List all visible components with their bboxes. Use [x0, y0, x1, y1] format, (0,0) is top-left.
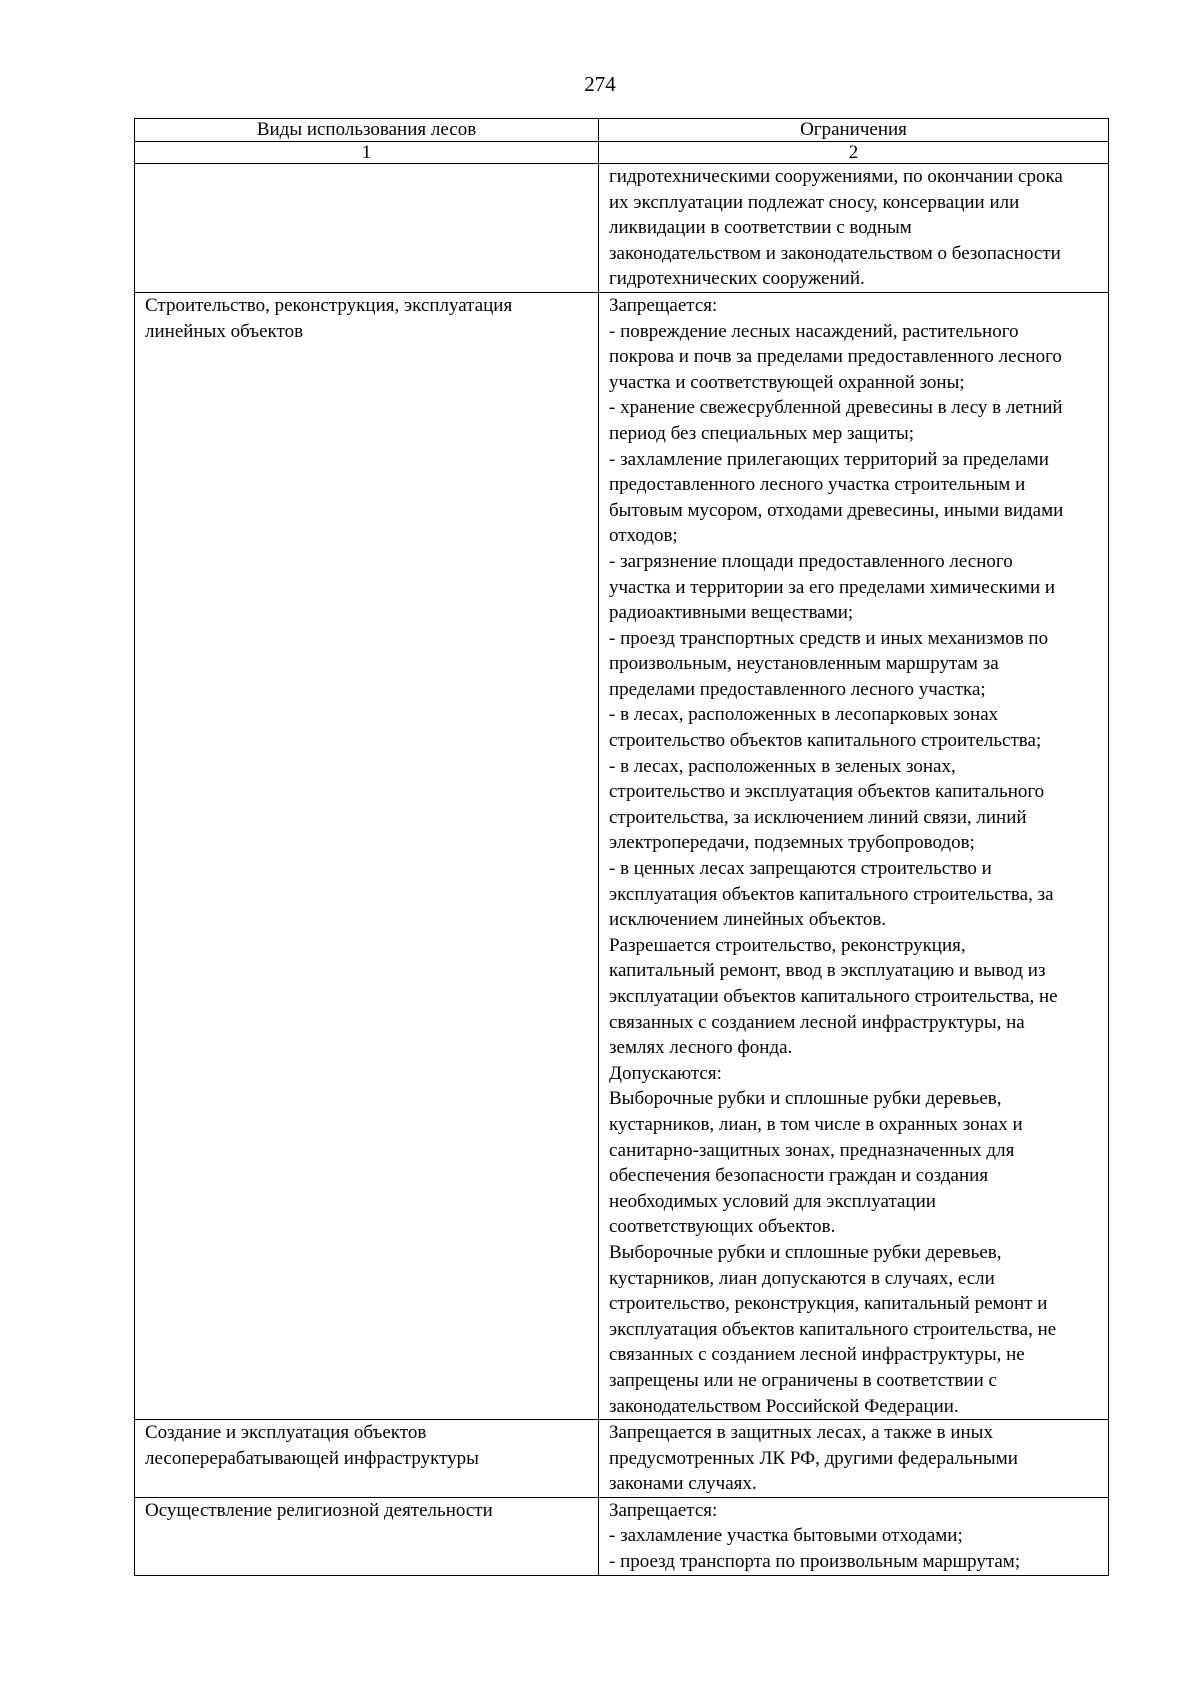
restriction-text-line: эксплуатация объектов капитального строительства, не	[609, 1318, 1057, 1340]
header-forest-use-types: Виды использования лесов	[135, 119, 599, 142]
forest-use-type-cell: Создание и эксплуатация объектов лесоперерабатывающей инфраструктуры	[135, 1420, 599, 1498]
restriction-text-line: санитарно-защитных зонах, предназначенных для	[609, 1139, 1015, 1161]
restriction-cell	[599, 1497, 1109, 1575]
restriction-text-line: гидротехнических сооружений.	[609, 268, 865, 290]
restriction-text-line: эксплуатация объектов капитального строительства, за	[609, 883, 1054, 905]
restriction-text-line: электропередачи, подземных трубопроводов;	[609, 832, 975, 854]
forest-use-type-cell: Строительство, реконструкция, эксплуатация линейных объектов	[135, 292, 599, 1419]
restriction-text-line: их эксплуатации подлежат сносу, консервации или	[609, 191, 1020, 213]
restriction-text-line: соответствующих объектов.	[609, 1216, 836, 1238]
restriction-text-line: - захламление участка бытовыми отходами;	[609, 1525, 963, 1547]
table-row	[135, 292, 1109, 1419]
restriction-text-line: - захламление прилегающих территорий за пределами	[609, 448, 1049, 470]
restriction-text-line: законодательством и законодательством о безопасности	[609, 242, 1061, 264]
table-row	[135, 164, 1109, 293]
restriction-cell	[599, 292, 1109, 1419]
restriction-text-line: законодательством Российской Федерации.	[609, 1395, 959, 1417]
restriction-text-line: радиоактивными веществами;	[609, 602, 854, 624]
restriction-text-line: Запрещается:	[609, 294, 718, 316]
column-number-2: 2	[599, 142, 1109, 164]
table-row	[135, 1497, 1109, 1575]
restrictions-table	[134, 118, 1109, 1576]
restriction-text-line: капитальный ремонт, ввод в эксплуатацию и вывод из	[609, 960, 1046, 982]
restriction-text-line: Запрещается:	[609, 1499, 718, 1521]
restriction-text-line: строительства, за исключением линий связи, линий	[609, 806, 1027, 828]
restriction-text-line: бытовым мусором, отходами древесины, иными видами	[609, 499, 1064, 521]
column-number-row	[135, 142, 1109, 164]
restriction-text-line: - в ценных лесах запрещаются строительство и	[609, 858, 992, 880]
restriction-text-line: кустарников, лиан, в том числе в охранных зонах и	[609, 1113, 1023, 1135]
table-row	[135, 1420, 1109, 1498]
restriction-text-line: Запрещается в защитных лесах, а также в иных	[609, 1422, 993, 1444]
restriction-text-line: отходов;	[609, 525, 678, 547]
restriction-text-line: произвольным, неустановленным маршрутам за	[609, 653, 999, 675]
restriction-text-line: - проезд транспортных средств и иных механизмов по	[609, 627, 1049, 649]
restriction-text-line: - хранение свежесрубленной древесины в лесу в летний	[609, 397, 1063, 419]
restriction-text-line: - проезд транспорта по произвольным маршрутам;	[609, 1551, 1021, 1573]
restriction-text-line: исключением линейных объектов.	[609, 909, 887, 931]
restriction-text-line: - повреждение лесных насаждений, растительного	[609, 320, 1019, 342]
restriction-text-line: законами случаях.	[609, 1473, 757, 1495]
restriction-text-line: строительство, реконструкция, капитальный ремонт и	[609, 1293, 1048, 1315]
restriction-text-line: ликвидации в соответствии с водным	[609, 217, 912, 239]
restriction-text-line: предусмотренных ЛК РФ, другими федеральными	[609, 1447, 1018, 1469]
restriction-cell	[599, 1420, 1109, 1498]
table-header-row	[135, 119, 1109, 142]
column-number-1: 1	[135, 142, 599, 164]
restriction-text-line: участка и соответствующей охранной зоны;	[609, 371, 965, 393]
page-number: 274	[584, 72, 616, 96]
restriction-text-line: пределами предоставленного лесного участка;	[609, 678, 986, 700]
restriction-text-line: кустарников, лиан допускаются в случаях, если	[609, 1267, 995, 1289]
restriction-text-line: обеспечения безопасности граждан и создания	[609, 1165, 989, 1187]
restriction-text-line: участка и территории за его пределами химическими и	[609, 576, 1056, 598]
forest-use-type-cell	[135, 164, 599, 293]
restriction-text-line: Выборочные рубки и сплошные рубки деревьев,	[609, 1241, 1002, 1263]
header-restrictions: Ограничения	[599, 119, 1109, 142]
restriction-text-line: землях лесного фонда.	[609, 1037, 793, 1059]
restriction-text-line: запрещены или не ограничены в соответствии с	[609, 1369, 997, 1391]
restriction-cell	[599, 164, 1109, 293]
restriction-text-line: - в лесах, расположенных в лесопарковых зонах	[609, 704, 999, 726]
restriction-text-line: строительство и эксплуатация объектов капитального	[609, 781, 1045, 803]
restriction-text-line: связанных с созданием лесной инфраструктуры, не	[609, 1344, 1025, 1366]
restriction-text-line: строительство объектов капитального строительства;	[609, 730, 1042, 752]
restriction-text-line: покрова и почв за пределами предоставленного лесного	[609, 346, 1062, 368]
restriction-text-line: Допускаются:	[609, 1062, 722, 1084]
restriction-text-line: Разрешается строительство, реконструкция,	[609, 934, 966, 956]
restriction-text-line: - загрязнение площади предоставленного лесного	[609, 550, 1013, 572]
restriction-text-line: предоставленного лесного участка строительным и	[609, 474, 1026, 496]
restriction-text-line: гидротехническими сооружениями, по окончании срока	[609, 166, 1063, 187]
restriction-text-line: период без специальных мер защиты;	[609, 422, 915, 444]
restriction-text-line: эксплуатации объектов капитального строительства, не	[609, 986, 1058, 1007]
restriction-text-line: Выборочные рубки и сплошные рубки деревьев,	[609, 1088, 1002, 1110]
forest-use-type-cell: Осуществление религиозной деятельности	[135, 1497, 599, 1575]
restriction-text-line: - в лесах, расположенных в зеленых зонах,	[609, 755, 956, 777]
restriction-text-line: необходимых условий для эксплуатации	[609, 1190, 936, 1212]
restriction-text-line: связанных с созданием лесной инфраструктуры, на	[609, 1011, 1025, 1033]
